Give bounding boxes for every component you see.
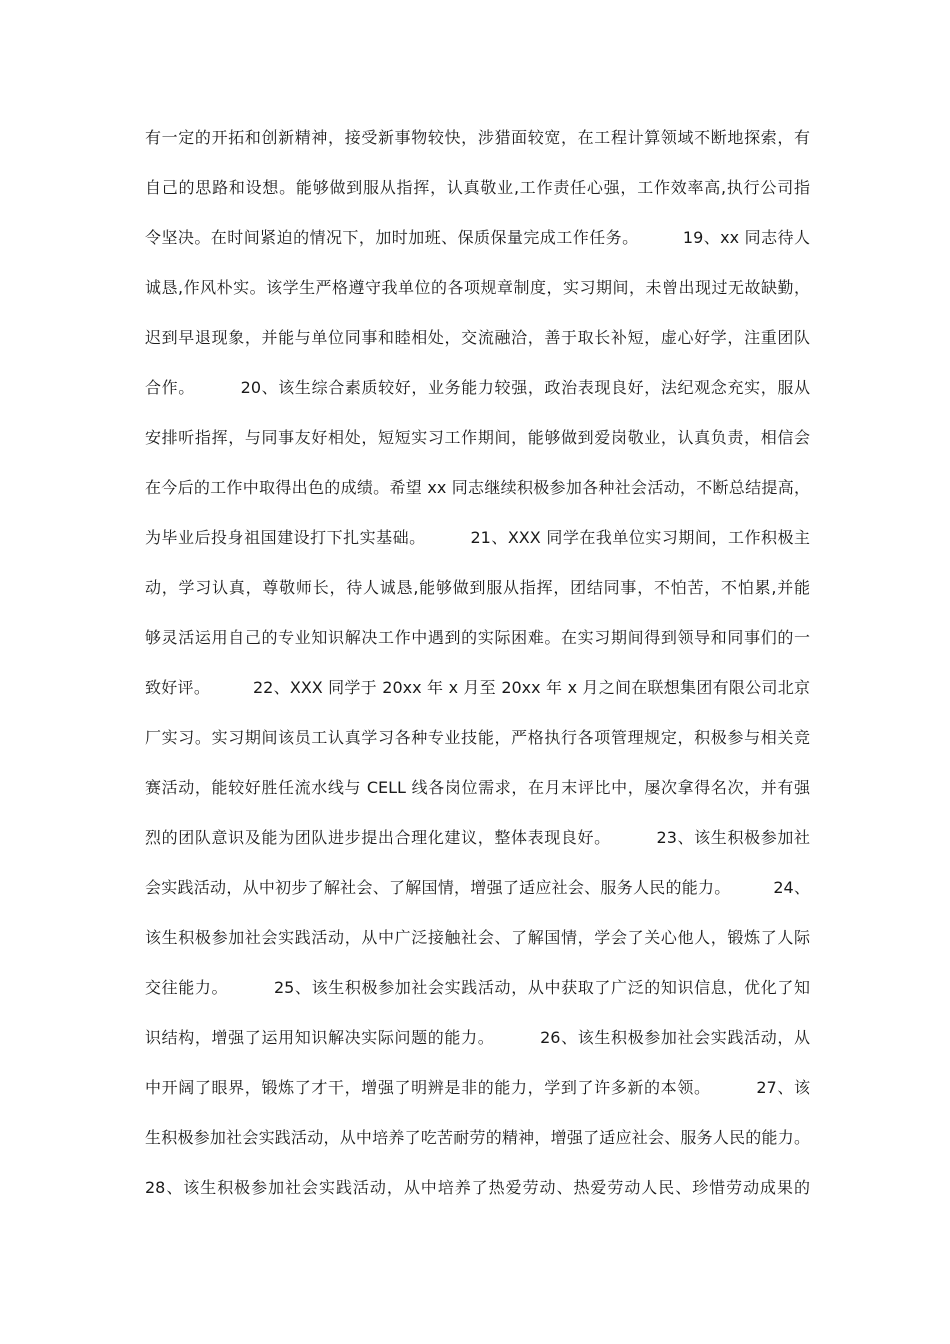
- text-line: 交往能力。 25、该生积极参加社会实践活动，从中获取了广泛的知识信息，优化了知: [145, 978, 810, 997]
- text-line: 28、该生积极参加社会实践活动，从中培养了热爱劳动、热爱劳动人民、珍惜劳动成果的: [145, 1178, 810, 1197]
- text-line: 烈的团队意识及能为团队进步提出合理化建议，整体表现良好。 23、该生积极参加社: [145, 828, 810, 847]
- text-line: 合作。 20、该生综合素质较好，业务能力较强，政治表现良好，法纪观念充实，服从: [145, 378, 810, 397]
- text-line: 赛活动，能较好胜任流水线与 CELL 线各岗位需求，在月末评比中，屡次拿得名次，并有强: [145, 778, 810, 797]
- text-line: 生积极参加社会实践活动，从中培养了吃苦耐劳的精神，增强了适应社会、服务人民的能力。: [145, 1128, 810, 1147]
- body-text: [145, 121, 810, 1221]
- text-line: 厂实习。实习期间该员工认真学习各种专业技能，严格执行各项管理规定，积极参与相关竞: [145, 728, 810, 747]
- text-line: 安排听指挥，与同事友好相处，短短实习工作期间，能够做到爱岗敬业，认真负责，相信会: [145, 428, 810, 447]
- text-line: 中开阔了眼界，锻炼了才干，增强了明辨是非的能力，学到了许多新的本领。 27、该: [145, 1078, 810, 1097]
- text-line: 动，学习认真，尊敬师长，待人诚恳,能够做到服从指挥，团结同事，不怕苦，不怕累,并能: [145, 578, 810, 597]
- text-line: 识结构，增强了运用知识解决实际问题的能力。 26、该生积极参加社会实践活动，从: [145, 1028, 810, 1047]
- text-line: 有一定的开拓和创新精神，接受新事物较快，涉猎面较宽，在工程计算领域不断地探索，有: [145, 128, 810, 147]
- text-line: 在今后的工作中取得出色的成绩。希望 xx 同志继续积极参加各种社会活动，不断总结提高，: [145, 478, 810, 497]
- text-line: 诚恳,作风朴实。该学生严格遵守我单位的各项规章制度，实习期间，未曾出现过无故缺勤，: [145, 278, 810, 297]
- text-line: 会实践活动，从中初步了解社会、了解国情，增强了适应社会、服务人民的能力。 24、: [145, 878, 810, 897]
- text-line: 够灵活运用自己的专业知识解决工作中遇到的实际困难。在实习期间得到领导和同事们的一: [145, 628, 810, 647]
- text-line: 自己的思路和设想。能够做到服从指挥，认真敬业,工作责任心强，工作效率高,执行公司指: [145, 178, 810, 197]
- text-line: 为毕业后投身祖国建设打下扎实基础。 21、XXX 同学在我单位实习期间，工作积极主: [145, 528, 810, 547]
- text-line: 致好评。 22、XXX 同学于 20xx 年 x 月至 20xx 年 x 月之间在联想集团有限公司北京: [145, 678, 810, 697]
- text-line: 该生积极参加社会实践活动，从中广泛接触社会、了解国情，学会了关心他人，锻炼了人际: [145, 928, 810, 947]
- text-line: 迟到早退现象，并能与单位同事和睦相处，交流融洽，善于取长补短，虚心好学，注重团队: [145, 328, 810, 347]
- text-line: 令坚决。在时间紧迫的情况下，加时加班、保质保量完成工作任务。 19、xx 同志待人: [145, 228, 810, 247]
